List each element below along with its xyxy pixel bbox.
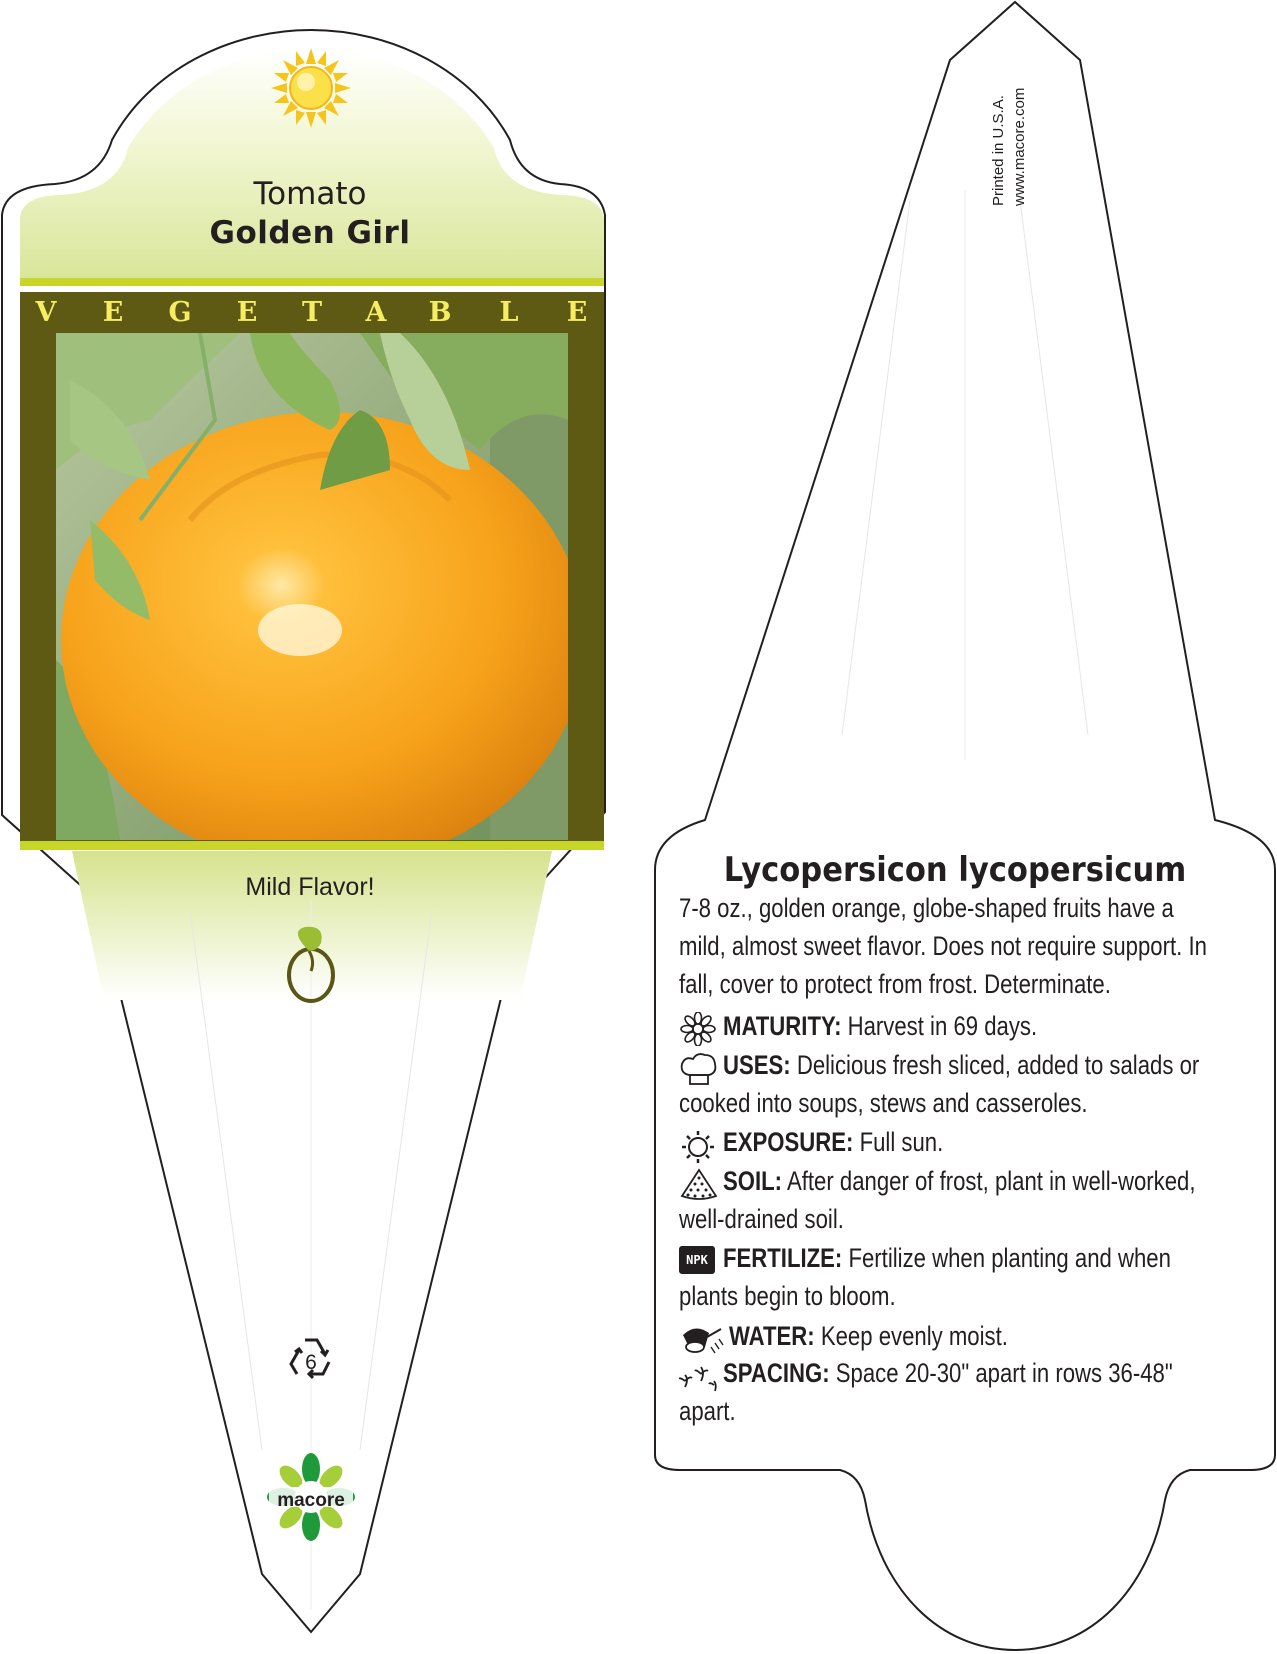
- category-letter: E: [236, 297, 258, 328]
- soil-icon: [679, 1166, 719, 1204]
- attribute-maturity: MATURITY: Harvest in 69 days.: [723, 1011, 1038, 1041]
- category-letter: L: [499, 297, 519, 328]
- chef-hat-icon: [679, 1051, 719, 1089]
- attribute-fertilize: FERTILIZE: Fertilize when planting and when: [723, 1243, 1171, 1273]
- category-label: [20, 297, 604, 331]
- printed-in-text: Printed in U.S.A.: [990, 95, 1007, 206]
- attribute-fertilize-continued: plants begin to bloom.: [679, 1281, 896, 1311]
- brand-name: macore: [277, 1490, 345, 1511]
- plant-variety-name: Golden Girl: [209, 215, 411, 251]
- description-line: fall, cover to protect from frost. Determinate.: [679, 969, 1111, 999]
- spacing-icon: [679, 1357, 719, 1395]
- front-accent-stripe: [20, 278, 604, 286]
- category-letter: A: [365, 297, 387, 328]
- description-line: 7-8 oz., golden orange, globe-shaped fruits have a: [679, 893, 1174, 923]
- category-letter: E: [102, 297, 124, 328]
- category-letter: V: [35, 297, 57, 328]
- recycle-code: 6: [305, 1351, 317, 1374]
- attribute-soil: SOIL: After danger of frost, plant in well-worked,: [723, 1166, 1196, 1196]
- npk-icon-label: NPK: [686, 1253, 708, 1267]
- attribute-uses: USES: Delicious fresh sliced, added to salads or: [723, 1050, 1200, 1080]
- latin-name: Lycopersicon lycopersicum: [723, 850, 1187, 890]
- watering-can-icon: [679, 1321, 725, 1359]
- plant-common-name: Tomato: [253, 176, 367, 212]
- description-line: mild, almost sweet flavor. Does not require support. In: [679, 931, 1207, 961]
- sun-icon: [271, 48, 351, 128]
- attribute-spacing: SPACING: Space 20-30" apart in rows 36-48": [723, 1358, 1173, 1388]
- website-text: www.macore.com: [1011, 87, 1028, 206]
- sun-icon: [679, 1129, 717, 1165]
- category-letter: B: [428, 297, 452, 328]
- attribute-exposure: EXPOSURE: Full sun.: [723, 1127, 944, 1157]
- print-info: [988, 88, 1030, 206]
- npk-icon: [679, 1246, 715, 1274]
- category-letter: T: [301, 297, 323, 328]
- attribute-spacing-continued: apart.: [679, 1396, 736, 1426]
- attribute-soil-continued: well-drained soil.: [679, 1204, 844, 1234]
- attribute-uses-continued: cooked into soups, stews and casseroles.: [679, 1088, 1088, 1118]
- tomato-photo: [56, 333, 585, 868]
- category-letter: G: [168, 297, 192, 328]
- category-letter: E: [566, 297, 588, 328]
- tagline: Mild Flavor!: [245, 873, 375, 901]
- attribute-water: WATER: Keep evenly moist.: [729, 1321, 1008, 1351]
- flower-icon: [679, 1012, 717, 1046]
